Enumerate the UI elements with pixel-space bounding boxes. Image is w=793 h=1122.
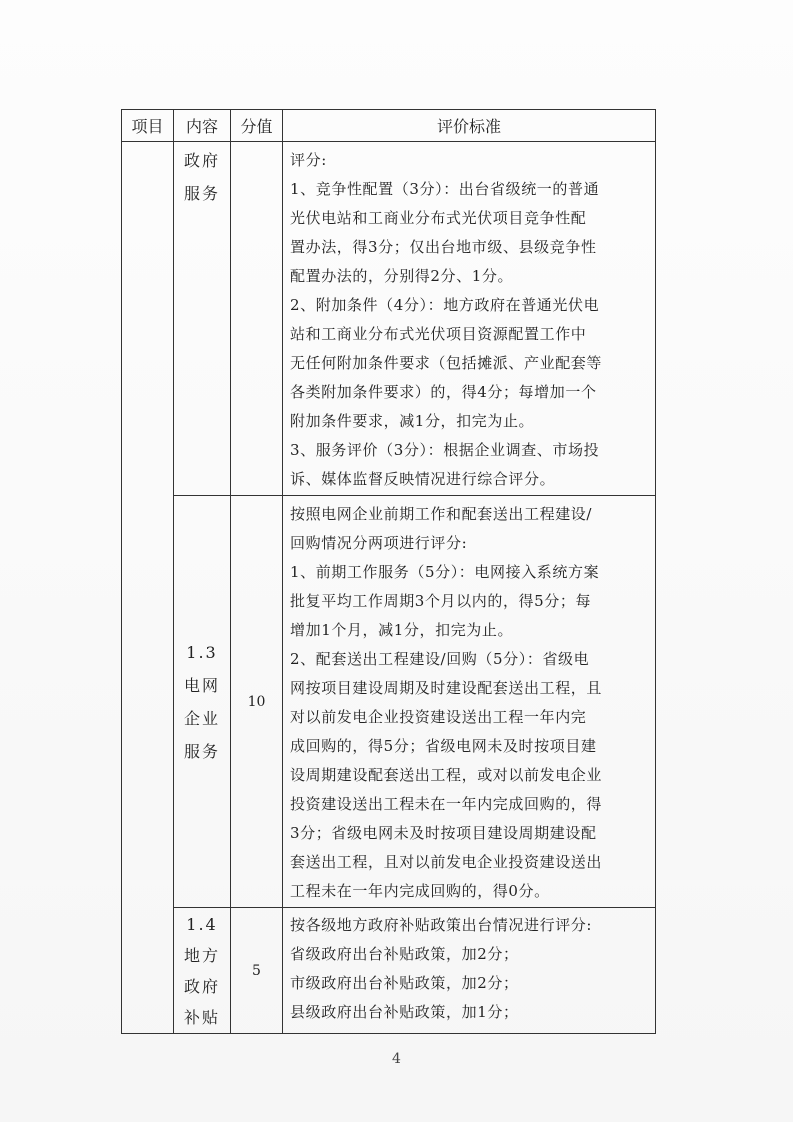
content-cell	[174, 142, 231, 496]
content-text: 1.4	[186, 915, 218, 934]
header-score: 分值	[231, 110, 283, 142]
header-content: 内容	[174, 110, 231, 142]
score-cell	[231, 142, 283, 496]
content-text: 地方	[183, 946, 220, 965]
criteria-line: 光伏电站和工商业分布式光伏项目竞争性配	[290, 209, 587, 227]
criteria-line: 市级政府出台补贴政策，加2分；	[290, 974, 519, 992]
table-row	[122, 496, 656, 908]
table-row	[122, 908, 656, 1034]
criteria-line: 投资建设送出工程未在一年内完成回购的，得	[290, 795, 603, 813]
criteria-line: 增加1个月，减1分，扣完为止。	[290, 621, 514, 639]
criteria-line: 配置办法的，分别得2分、1分。	[290, 267, 514, 285]
criteria-line: 批复平均工作周期3个月以内的，得5分；每	[290, 592, 592, 610]
criteria-line: 设周期建设配套送出工程，或对以前发电企业	[290, 766, 603, 784]
content-text: 企业	[183, 708, 220, 728]
criteria-line: 成回购的，得5分；省级电网未及时按项目建	[290, 737, 597, 755]
criteria-line: 套送出工程，且对以前发电企业投资建设送出	[290, 853, 603, 871]
score-cell: 5	[231, 908, 283, 1034]
criteria-line: 省级政府出台补贴政策，加2分；	[290, 945, 519, 963]
criteria-line: 3分；省级电网未及时按项目建设周期建设配	[290, 824, 597, 842]
content-cell	[174, 908, 231, 1034]
criteria-line: 按各级地方政府补贴政策出台情况进行评分:	[290, 916, 593, 934]
evaluation-table	[121, 109, 656, 1034]
page-number: 4	[392, 1051, 401, 1067]
score-cell: 10	[231, 496, 283, 908]
criteria-line: 按照电网企业前期工作和配套送出工程建设/	[290, 505, 593, 523]
content-text: 政府	[183, 151, 220, 170]
content-text: 服务	[183, 741, 220, 761]
header-criteria: 评价标准	[283, 110, 656, 142]
content-text: 1.3	[186, 642, 218, 662]
criteria-line: 1、前期工作服务（5分）：电网接入系统方案	[290, 563, 600, 581]
criteria-line: 1、竞争性配置（3分）：出台省级统一的普通	[290, 180, 600, 198]
criteria-line: 置办法，得3分；仅出台地市级、县级竞争性	[290, 238, 597, 256]
criteria-line: 县级政府出台补贴政策，加1分；	[290, 1003, 519, 1021]
criteria-cell	[283, 908, 656, 1034]
criteria-line: 对以前发电企业投资建设送出工程一年内完	[290, 708, 587, 726]
criteria-line: 诉、媒体监督反映情况进行综合评分。	[290, 470, 556, 488]
item-cell	[122, 142, 174, 1034]
content-cell	[174, 496, 231, 908]
criteria-line: 网按项目建设周期及时建设配套送出工程，且	[290, 679, 603, 697]
criteria-line: 无任何附加条件要求（包括摊派、产业配套等	[290, 354, 603, 372]
content-text: 补贴	[183, 1008, 220, 1027]
table-row	[122, 142, 656, 496]
criteria-line: 评分:	[290, 151, 327, 169]
criteria-line: 2、附加条件（4分）：地方政府在普通光伏电	[290, 296, 600, 314]
criteria-line: 附加条件要求，减1分，扣完为止。	[290, 412, 535, 430]
criteria-cell	[283, 496, 656, 908]
criteria-line: 各类附加条件要求）的，得4分；每增加一个	[290, 383, 597, 401]
criteria-line: 站和工商业分布式光伏项目资源配置工作中	[290, 325, 587, 343]
header-item: 项目	[122, 110, 174, 142]
criteria-line: 3、服务评价（3分）：根据企业调查、市场投	[290, 441, 600, 459]
criteria-line: 2、配套送出工程建设/回购（5分）：省级电	[290, 650, 590, 668]
content-text: 服务	[183, 184, 220, 203]
table-header-row	[122, 110, 656, 142]
criteria-line: 工程未在一年内完成回购的，得0分。	[290, 882, 550, 900]
criteria-line: 回购情况分两项进行评分:	[290, 534, 468, 552]
content-text: 政府	[183, 977, 220, 996]
criteria-cell	[283, 142, 656, 496]
content-text: 电网	[183, 675, 220, 695]
